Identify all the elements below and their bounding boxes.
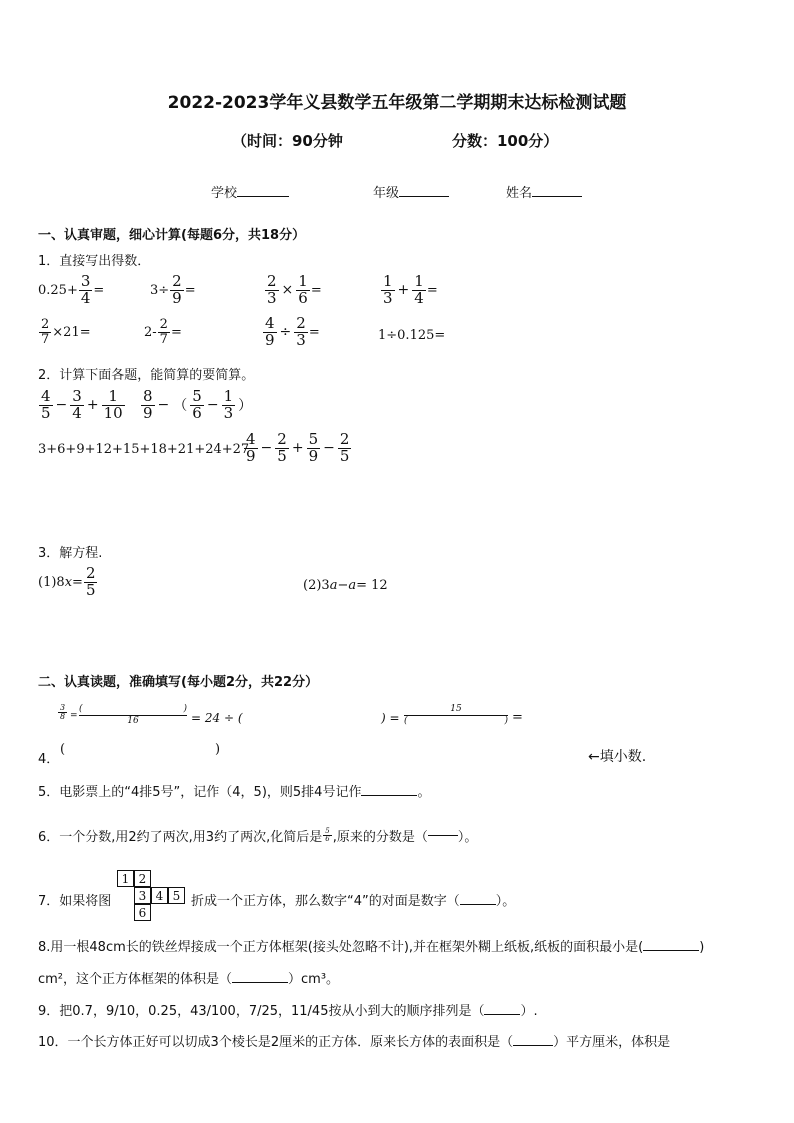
q7-post: 折成一个正方体，那么数字“4”的对面是数字（ ）。 — [191, 894, 516, 909]
q1-item-5: $\frac{2}{7}$ ×21= — [41, 317, 91, 347]
school-label: 学校 — [211, 186, 238, 201]
exam-time: （时间：90分钟 — [232, 132, 343, 150]
q6-answer-blank[interactable] — [428, 835, 458, 836]
exam-score: 分数：100分） — [452, 132, 559, 150]
q4-division: = 24 ÷ ( — [191, 711, 243, 725]
q6: 6．一个分数,用2约了两次,用3约了两次,化简后是 $\frac{5}{6}$ ,原来的分数是（ ）。 — [38, 826, 478, 845]
q4-division-close: ) = — [381, 711, 400, 725]
q1-item-7: $\frac{4}{9}$ ÷ $\frac{2}{3}$ = — [265, 314, 320, 349]
net-cell: 6 — [134, 904, 151, 921]
q3-equation-2: (2)3 a − a = 12 — [303, 578, 388, 593]
q8-answer-blank-1[interactable] — [643, 950, 699, 951]
net-cell: 2 — [134, 870, 151, 887]
q2-expr-4: $\frac{4}{9}$ − $\frac{2}{5}$ + $\frac{5}{9}$ − $\frac{2}{5}$ — [246, 430, 350, 465]
name-field[interactable] — [506, 182, 582, 201]
net-cell: 3 — [134, 887, 151, 904]
net-cell: 4 — [151, 887, 168, 904]
q1-item-4: $\frac{1}{3}$ + $\frac{1}{4}$ = — [383, 272, 438, 307]
q9-answer-blank[interactable] — [484, 1014, 520, 1015]
q4-eq-end: = — [512, 710, 523, 725]
q2-expr-3: 3+6+9+12+15+18+21+24+27 — [38, 442, 250, 457]
section1-heading: 一、认真审题，细心计算(每题6分，共18分） — [38, 228, 306, 243]
q1-item-8: 1÷0.125= — [378, 328, 446, 343]
cube-net-figure — [117, 870, 189, 926]
q2-expr-2: $\frac{8}{9}$ − （ $\frac{5}{6}$ − $\frac{1}{3}$ ） — [143, 387, 253, 422]
q7-pre: 7．如果将图 — [38, 894, 112, 909]
q4-fraction-3-8: $\frac{3}{8}$ — [60, 703, 66, 722]
net-cell: 1 — [117, 870, 134, 887]
q4-blank-fraction-2[interactable]: 15 ( ) — [404, 704, 508, 726]
name-blank[interactable] — [532, 196, 582, 197]
q1-label: 1．直接写出得数． — [38, 254, 151, 269]
grade-label: 年级 — [373, 186, 400, 201]
section2-heading: 二、认真读题，准确填写(每小题2分，共22分） — [38, 675, 319, 690]
q9: 9．把0.7，9/10，0.25，43/100，7/25，11/45按从小到大的顺序排列是（ ）. — [38, 1004, 538, 1019]
name-label: 姓名 — [506, 186, 533, 201]
q4-eq-1: = — [70, 711, 78, 721]
q8-line-1: 8.用一根48cm长的铁丝焊接成一个正方体框架(接头处忽略不计),并在框架外糊上纸板,纸板的面积最小是( ) — [38, 940, 705, 955]
q4-blank-fraction-1[interactable]: ( ) 16 — [79, 704, 187, 726]
q10: 10．一个长方体正好可以切成3个棱长是2厘米的正方体．原来长方体的表面积是（ ）平方厘米，体积是 — [38, 1035, 671, 1050]
q2-expr-1: $\frac{4}{5}$ − $\frac{3}{4}$ + $\frac{1}{10}$ — [41, 387, 123, 422]
school-field[interactable] — [211, 182, 289, 201]
q1-item-2: 3÷ $\frac{2}{9}$ = — [150, 272, 196, 307]
q4-paren-close: ) — [215, 742, 221, 757]
q8-answer-blank-2[interactable] — [232, 982, 288, 983]
school-blank[interactable] — [237, 196, 289, 197]
q1-item-6: 2- $\frac{2}{7}$ = — [144, 317, 182, 347]
q4-label: 4． — [38, 752, 60, 767]
q4-tail: ←填小数. — [588, 749, 647, 765]
q5: 5．电影票上的“4排5号”，记作（4，5)，则5排4号记作 。 — [38, 785, 431, 800]
q2-label: 2．计算下面各题，能简算的要简算。 — [38, 368, 255, 383]
q4-paren-open: ( — [60, 742, 66, 757]
q4-answer-blank[interactable] — [70, 742, 210, 758]
q10-answer-blank[interactable] — [513, 1045, 553, 1046]
page-title: 2022-2023学年义县数学五年级第二学期期末达标检测试题 — [167, 93, 627, 113]
grade-field[interactable] — [373, 182, 449, 201]
q8-line-2: cm²，这个正方体框架的体积是（ ）cm³。 — [38, 972, 340, 987]
q7-answer-blank[interactable] — [460, 904, 496, 905]
q1-item-1: 0.25+ $\frac{3}{4}$ = — [38, 272, 105, 307]
q3-equation-1: (1)8 x = $\frac{2}{5}$ — [38, 564, 96, 599]
q1-item-3: $\frac{2}{3}$ × $\frac{1}{6}$ = — [267, 272, 322, 307]
net-cell: 5 — [168, 887, 185, 904]
q3-label: 3．解方程. — [38, 546, 103, 561]
grade-blank[interactable] — [399, 196, 449, 197]
q5-answer-blank[interactable] — [361, 795, 417, 796]
